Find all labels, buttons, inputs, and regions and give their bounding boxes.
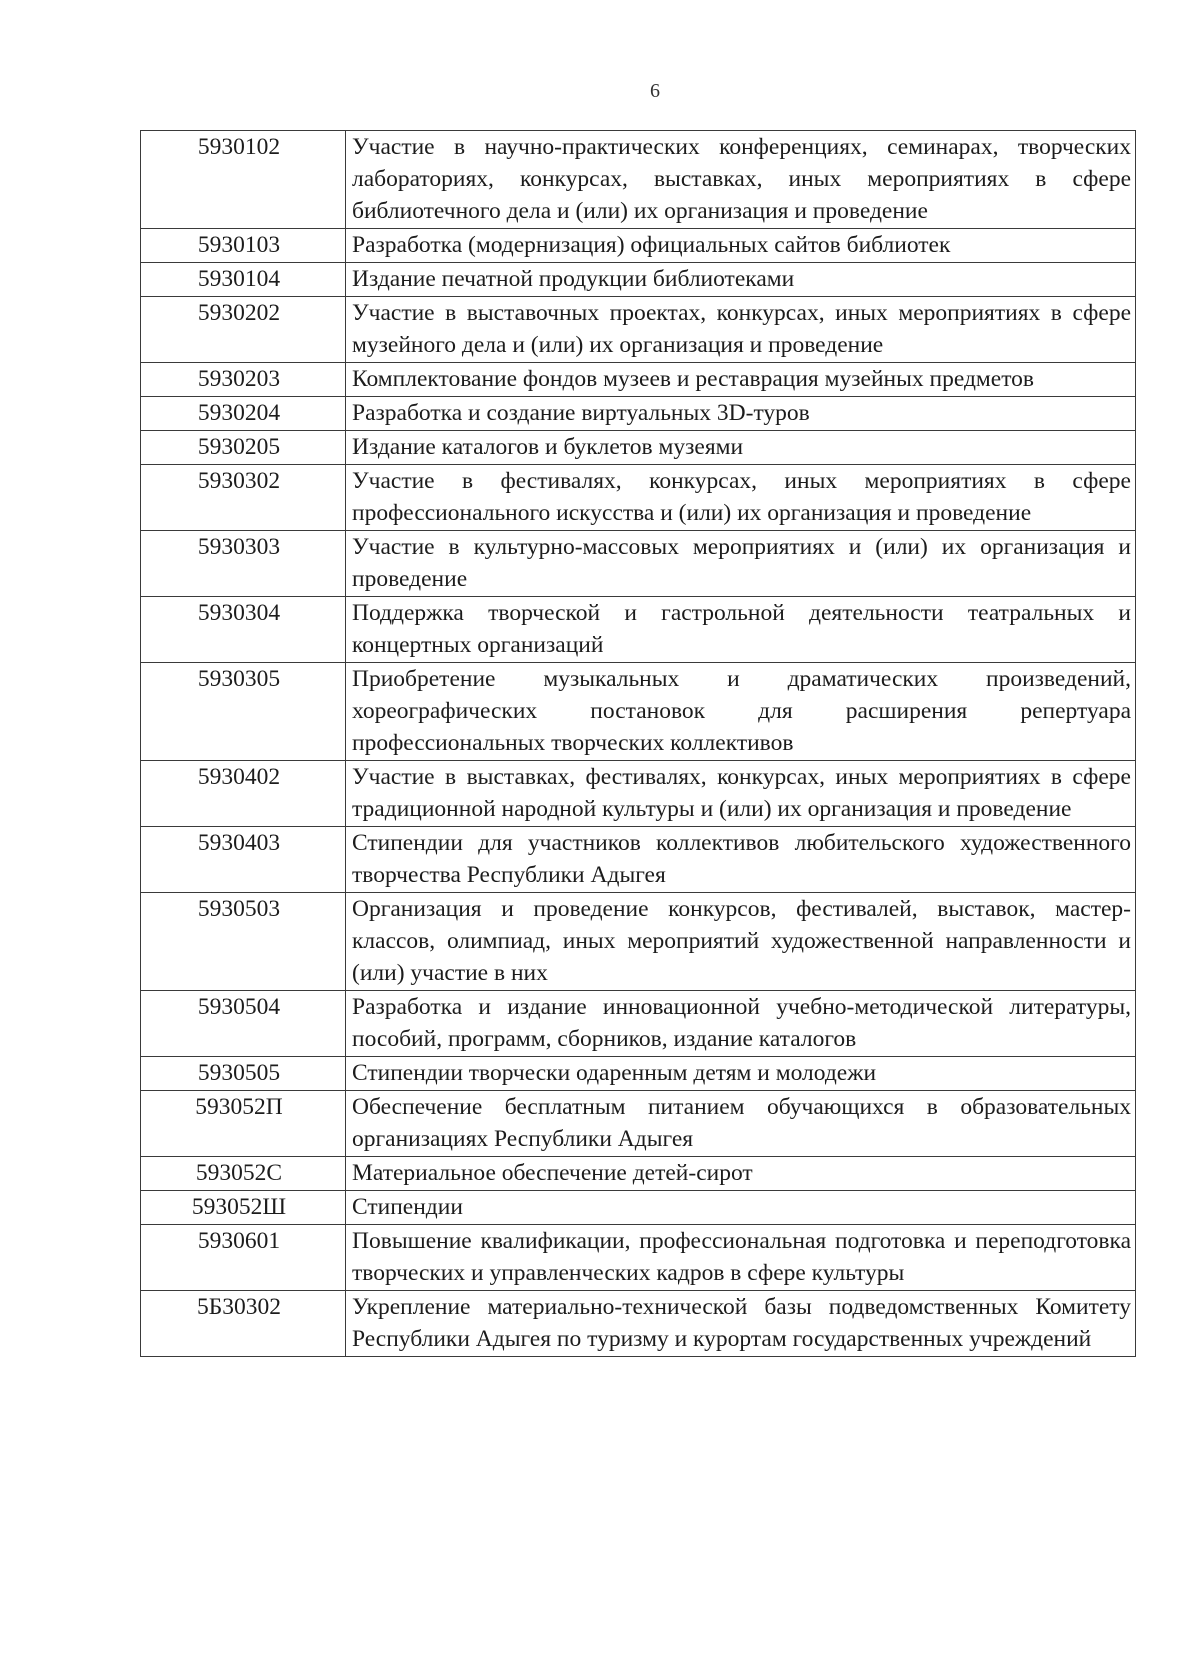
description-cell: Разработка и издание инновационной учебно-методической литературы, пособий, программ, сборников, издание каталогов (346, 991, 1136, 1057)
table-row (141, 531, 1136, 597)
code-cell: 593052Ш (141, 1191, 346, 1225)
description-cell: Поддержка творческой и гастрольной деятельности театральных и концертных организаций (346, 597, 1136, 663)
table-row (141, 363, 1136, 397)
description-cell: Обеспечение бесплатным питанием обучающихся в образовательных организациях Республики Адыгея (346, 1091, 1136, 1157)
description-cell: Стипендии (346, 1191, 1136, 1225)
code-cell: 5930403 (141, 827, 346, 893)
code-cell: 5930305 (141, 663, 346, 761)
code-cell: 5930103 (141, 229, 346, 263)
code-cell: 5930402 (141, 761, 346, 827)
code-cell: 5Б30302 (141, 1291, 346, 1357)
table-row (141, 1191, 1136, 1225)
description-cell: Укрепление материально-технической базы подведомственных Комитету Республики Адыгея по туризму и курортам государственных учреждений (346, 1291, 1136, 1357)
description-cell: Комплектование фондов музеев и реставрация музейных предметов (346, 363, 1136, 397)
description-cell: Стипендии творчески одаренным детям и молодежи (346, 1057, 1136, 1091)
table-row (141, 1157, 1136, 1191)
table-row (141, 1291, 1136, 1357)
description-cell: Участие в выставках, фестивалях, конкурсах, иных мероприятиях в сфере традиционной народной культуры и (или) их организация и проведение (346, 761, 1136, 827)
table-row (141, 991, 1136, 1057)
table-row (141, 893, 1136, 991)
code-cell: 5930104 (141, 263, 346, 297)
code-cell: 5930203 (141, 363, 346, 397)
code-cell: 5930503 (141, 893, 346, 991)
table-row (141, 263, 1136, 297)
description-cell: Разработка (модернизация) официальных сайтов библиотек (346, 229, 1136, 263)
description-cell: Материальное обеспечение детей-сирот (346, 1157, 1136, 1191)
table-row (141, 131, 1136, 229)
description-cell: Разработка и создание виртуальных 3D-туров (346, 397, 1136, 431)
code-cell: 5930202 (141, 297, 346, 363)
code-cell: 5930204 (141, 397, 346, 431)
description-cell: Повышение квалификации, профессиональная подготовка и переподготовка творческих и управленческих кадров в сфере культуры (346, 1225, 1136, 1291)
code-cell: 5930102 (141, 131, 346, 229)
budget-codes-table (140, 130, 1136, 1357)
table-row (141, 1225, 1136, 1291)
description-cell: Участие в культурно-массовых мероприятиях и (или) их организация и проведение (346, 531, 1136, 597)
code-cell: 5930303 (141, 531, 346, 597)
code-cell: 5930302 (141, 465, 346, 531)
table-row (141, 761, 1136, 827)
page-number: 6 (650, 80, 660, 102)
table-row (141, 397, 1136, 431)
table-row (141, 1057, 1136, 1091)
table-row (141, 431, 1136, 465)
code-cell: 5930504 (141, 991, 346, 1057)
table-row (141, 597, 1136, 663)
description-cell: Участие в выставочных проектах, конкурсах, иных мероприятиях в сфере музейного дела и (или) их организация и проведение (346, 297, 1136, 363)
description-cell: Участие в фестивалях, конкурсах, иных мероприятиях в сфере профессионального искусства и (или) их организация и проведение (346, 465, 1136, 531)
description-cell: Издание печатной продукции библиотеками (346, 263, 1136, 297)
table-row (141, 827, 1136, 893)
code-cell: 5930205 (141, 431, 346, 465)
description-cell: Организация и проведение конкурсов, фестивалей, выставок, мастер-классов, олимпиад, иных мероприятий художественной направленности и (или) участие в них (346, 893, 1136, 991)
description-cell: Стипендии для участников коллективов любительского художественного творчества Республики Адыгея (346, 827, 1136, 893)
table-row (141, 229, 1136, 263)
table-row (141, 663, 1136, 761)
code-cell: 593052С (141, 1157, 346, 1191)
table-row (141, 297, 1136, 363)
description-cell: Участие в научно-практических конференциях, семинарах, творческих лабораториях, конкурсах, выставках, иных мероприятиях в сфере библиотечного дела и (или) их организация и проведение (346, 131, 1136, 229)
table-row (141, 1091, 1136, 1157)
table-row (141, 465, 1136, 531)
code-cell: 5930505 (141, 1057, 346, 1091)
description-cell: Издание каталогов и буклетов музеями (346, 431, 1136, 465)
description-cell: Приобретение музыкальных и драматических произведений, хореографических постановок для расширения репертуара профессиональных творческих коллективов (346, 663, 1136, 761)
code-cell: 593052П (141, 1091, 346, 1157)
code-cell: 5930601 (141, 1225, 346, 1291)
code-cell: 5930304 (141, 597, 346, 663)
